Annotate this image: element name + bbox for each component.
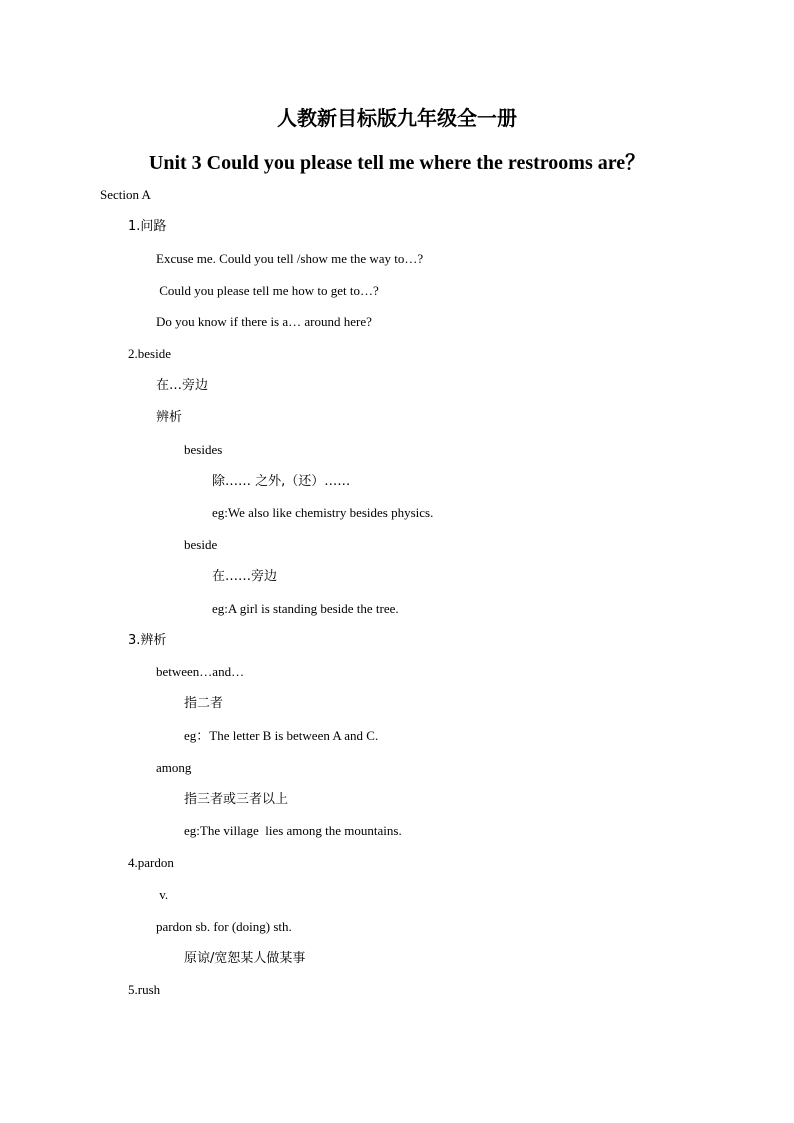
item4-part-of-speech: v. <box>156 887 169 902</box>
among-meaning: 指三者或三者以上 <box>184 792 289 807</box>
besides-word: besides <box>184 442 223 457</box>
beside-example: eg:A girl is standing beside the tree. <box>212 601 399 616</box>
item4-phrase: pardon sb. for (doing) sth. <box>156 919 292 934</box>
document-title-chinese: 人教新目标版九年级全一册 <box>277 106 517 130</box>
item2-meaning: 在…旁边 <box>156 378 209 393</box>
item1-sentence: Excuse me. Could you tell /show me the way to…? <box>156 251 424 266</box>
item4-meaning: 原谅/宽恕某人做某事 <box>184 951 306 966</box>
item4-heading: 4.pardon <box>128 855 174 870</box>
between-example: eg：The letter B is between A and C. <box>184 728 379 743</box>
section-heading: Section A <box>100 187 151 202</box>
beside-meaning: 在……旁边 <box>212 569 278 584</box>
document-title-unit: Unit 3 Could you please tell me where the restrooms are？ <box>148 152 646 174</box>
item1-heading: 1.问路 <box>128 219 167 234</box>
besides-example: eg:We also like chemistry besides physics. <box>212 505 434 520</box>
among-word: among <box>156 760 192 775</box>
item2-analysis-label: 辨析 <box>156 410 183 425</box>
beside-word: beside <box>184 537 218 552</box>
between-meaning: 指二者 <box>184 696 224 711</box>
item3-heading: 3.辨析 <box>128 633 167 648</box>
between-word: between…and… <box>156 664 245 679</box>
item1-sentence: Could you please tell me how to get to…? <box>156 283 379 298</box>
item2-heading: 2.beside <box>128 346 171 361</box>
item5-heading: 5.rush <box>128 982 161 997</box>
besides-meaning: 除…… 之外,（还）…… <box>212 474 351 489</box>
item1-sentence: Do you know if there is a… around here? <box>156 314 372 329</box>
among-example: eg:The village lies among the mountains. <box>184 823 402 838</box>
